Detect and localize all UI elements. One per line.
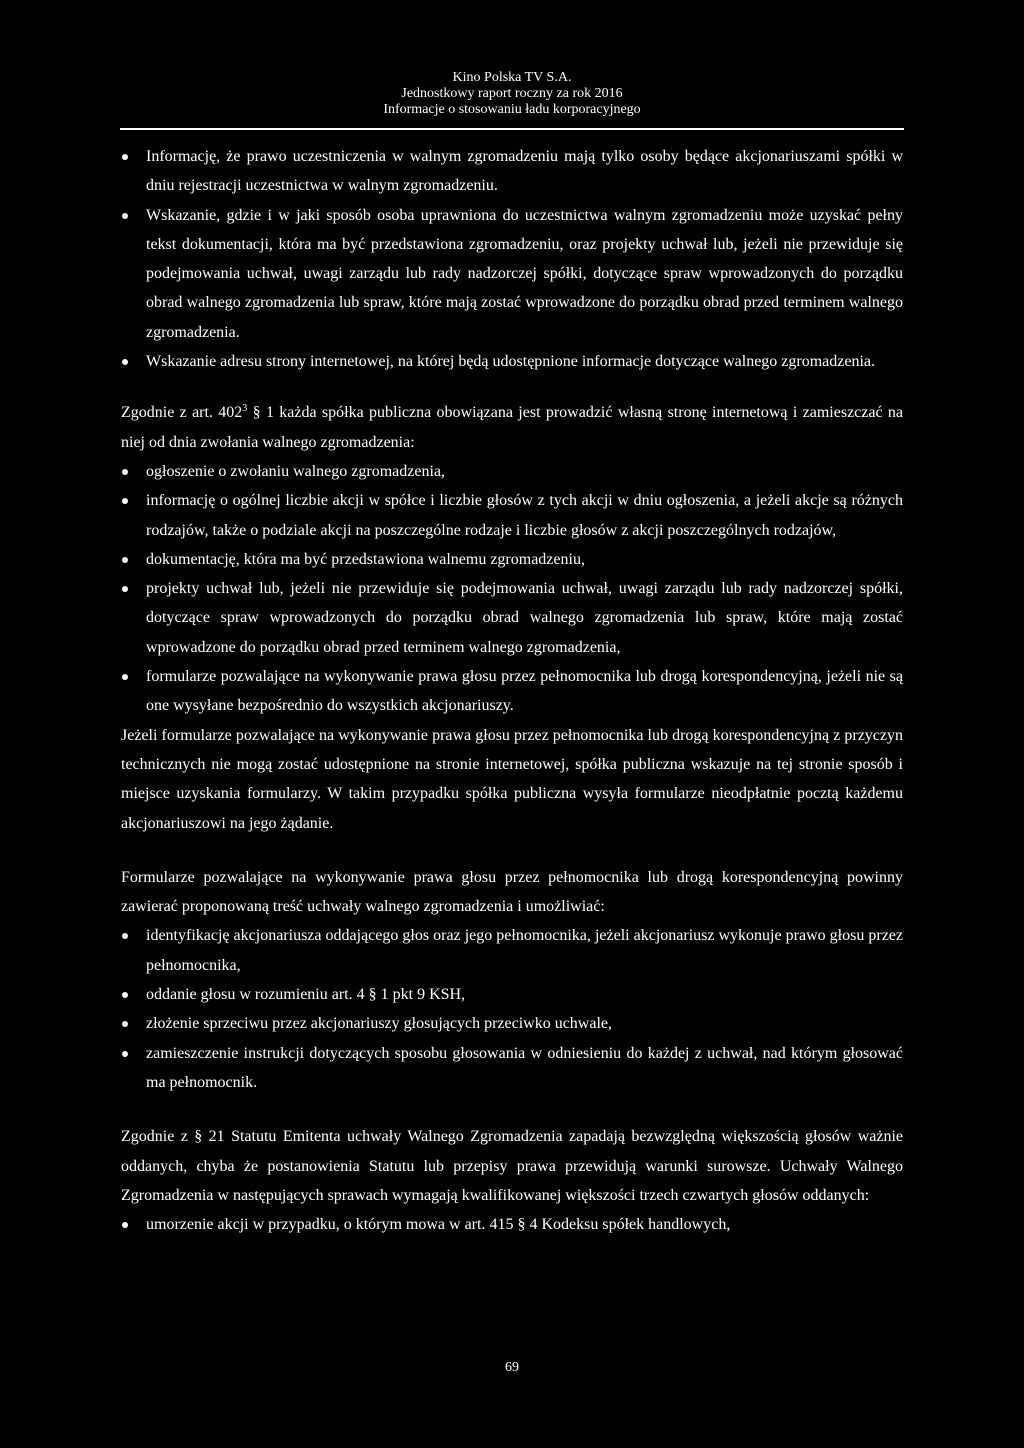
list-item: ogłoszenie o zwołaniu walnego zgromadzenia,	[121, 457, 903, 486]
document-body	[121, 142, 903, 1239]
page-header	[0, 70, 1024, 118]
report-title: Jednostkowy raport roczny za rok 2016	[401, 86, 623, 101]
paragraph-text: § 1 każda spółka publiczna obowiązana jest prowadzić własną stronę internetową i zamieszczać na niej od dnia zwołania walnego zgromadzenia:	[121, 404, 904, 451]
list-item: projekty uchwał lub, jeżeli nie przewiduje się podejmowania uchwał, uwagi zarządu lub rady nadzorczej spółki, dotyczące spraw wprowadzonych do porządku obrad walnego zgromadzenia lub spraw, które mają zostać wprowadzone do porządku obrad przed terminem walnego zgromadzenia,	[121, 574, 903, 662]
paragraph-statute: Zgodnie z § 21 Statutu Emitenta uchwały Walnego Zgromadzenia zapadają bezwzględną większością głosów ważnie oddanych, chyba że postanowienia Statutu lub przepisy prawa przewidują warunki surowsze. Uchwały Walnego Zgromadzenia w następujących sprawach wymagają kwalifikowanej większości trzech czwartych głosów oddanych:	[121, 1128, 903, 1204]
list-item: dokumentację, która ma być przedstawiona walnemu zgromadzeniu,	[121, 545, 903, 574]
qualified-majority-list	[121, 1210, 903, 1239]
paragraph-text: Zgodnie z art. 402	[121, 404, 243, 422]
list-item: informację o ogólnej liczbie akcji w spółce i liczbie głosów z tych akcji w dniu ogłoszenia, a jeżeli akcje są różnych rodzajów, także o podziale akcji na poszczególne rodzaje i liczbie głosów z akcji poszczególnych rodzajów,	[121, 486, 903, 545]
paragraph-forms-content: Formularze pozwalające na wykonywanie prawa głosu przez pełnomocnika lub drogą korespondencyjną powinny zawierać proponowaną treść uchwały walnego zgromadzenia i umożliwiać:	[121, 868, 903, 916]
company-name: Kino Polska TV S.A.	[452, 70, 572, 85]
list-item: zamieszczenie instrukcji dotyczących sposobu głosowania w odniesieniu do każdej z uchwał, nad którym głosować ma pełnomocnik.	[121, 1039, 903, 1098]
forms-requirements-list	[121, 921, 903, 1097]
list-item: formularze pozwalające na wykonywanie prawa głosu przez pełnomocnika lub drogą korespondencyjną, jeżeli nie są one wysyłane bezpośrednio do wszystkich akcjonariuszy.	[121, 662, 903, 721]
section-title: Informacje o stosowaniu ładu korporacyjnego	[383, 102, 641, 117]
list-item: identyfikację akcjonariusza oddającego głos oraz jego pełnomocnika, jeżeli akcjonariusz wykonuje prawo głosu przez pełnomocnika,	[121, 921, 903, 980]
list-item: złożenie sprzeciwu przez akcjonariuszy głosujących przeciwko uchwale,	[121, 1009, 903, 1038]
superscript: 3	[242, 403, 248, 415]
website-content-list	[121, 457, 903, 721]
list-item: oddanie głosu w rozumieniu art. 4 § 1 pkt 9 KSH,	[121, 980, 903, 1009]
notice-info-list	[121, 142, 903, 376]
page-number: 69	[505, 1360, 519, 1375]
list-item: Wskazanie adresu strony internetowej, na której będą udostępnione informacje dotyczące walnego zgromadzenia.	[121, 347, 903, 376]
list-item: Informację, że prawo uczestniczenia w walnym zgromadzeniu mają tylko osoby będące akcjonariuszami spółki w dniu rejestracji uczestnictwa w walnym zgromadzeniu.	[121, 142, 903, 201]
list-item: umorzenie akcji w przypadku, o którym mowa w art. 415 § 4 Kodeksu spółek handlowych,	[121, 1210, 903, 1239]
paragraph-forms: Jeżeli formularze pozwalające na wykonywanie prawa głosu przez pełnomocnika lub drogą korespondencyjną z przyczyn technicznych nie mogą zostać udostępnione na stronie internetowej, spółka publiczna wskazuje na tej stronie sposób i miejsce uzyskania formularzy. W takim przypadku spółka publiczna wysyła formularze nieodpłatnie pocztą każdemu akcjonariuszowi na jego żądanie.	[121, 726, 903, 832]
header-rule	[120, 128, 904, 130]
list-item: Wskazanie, gdzie i w jaki sposób osoba uprawniona do uczestnictwa walnym zgromadzeniu może uzyskać pełny tekst dokumentacji, która ma być przedstawiona zgromadzeniu, oraz projekty uchwał lub, jeżeli nie przewiduje się podejmowania uchwał, uwagi zarządu lub rady nadzorczej spółki, dotyczące spraw wprowadzonych do porządku obrad walnego zgromadzenia lub spraw, które mają zostać wprowadzone do porządku obrad przed terminem walnego zgromadzenia.	[121, 201, 903, 347]
paragraph-art-402	[121, 398, 903, 457]
